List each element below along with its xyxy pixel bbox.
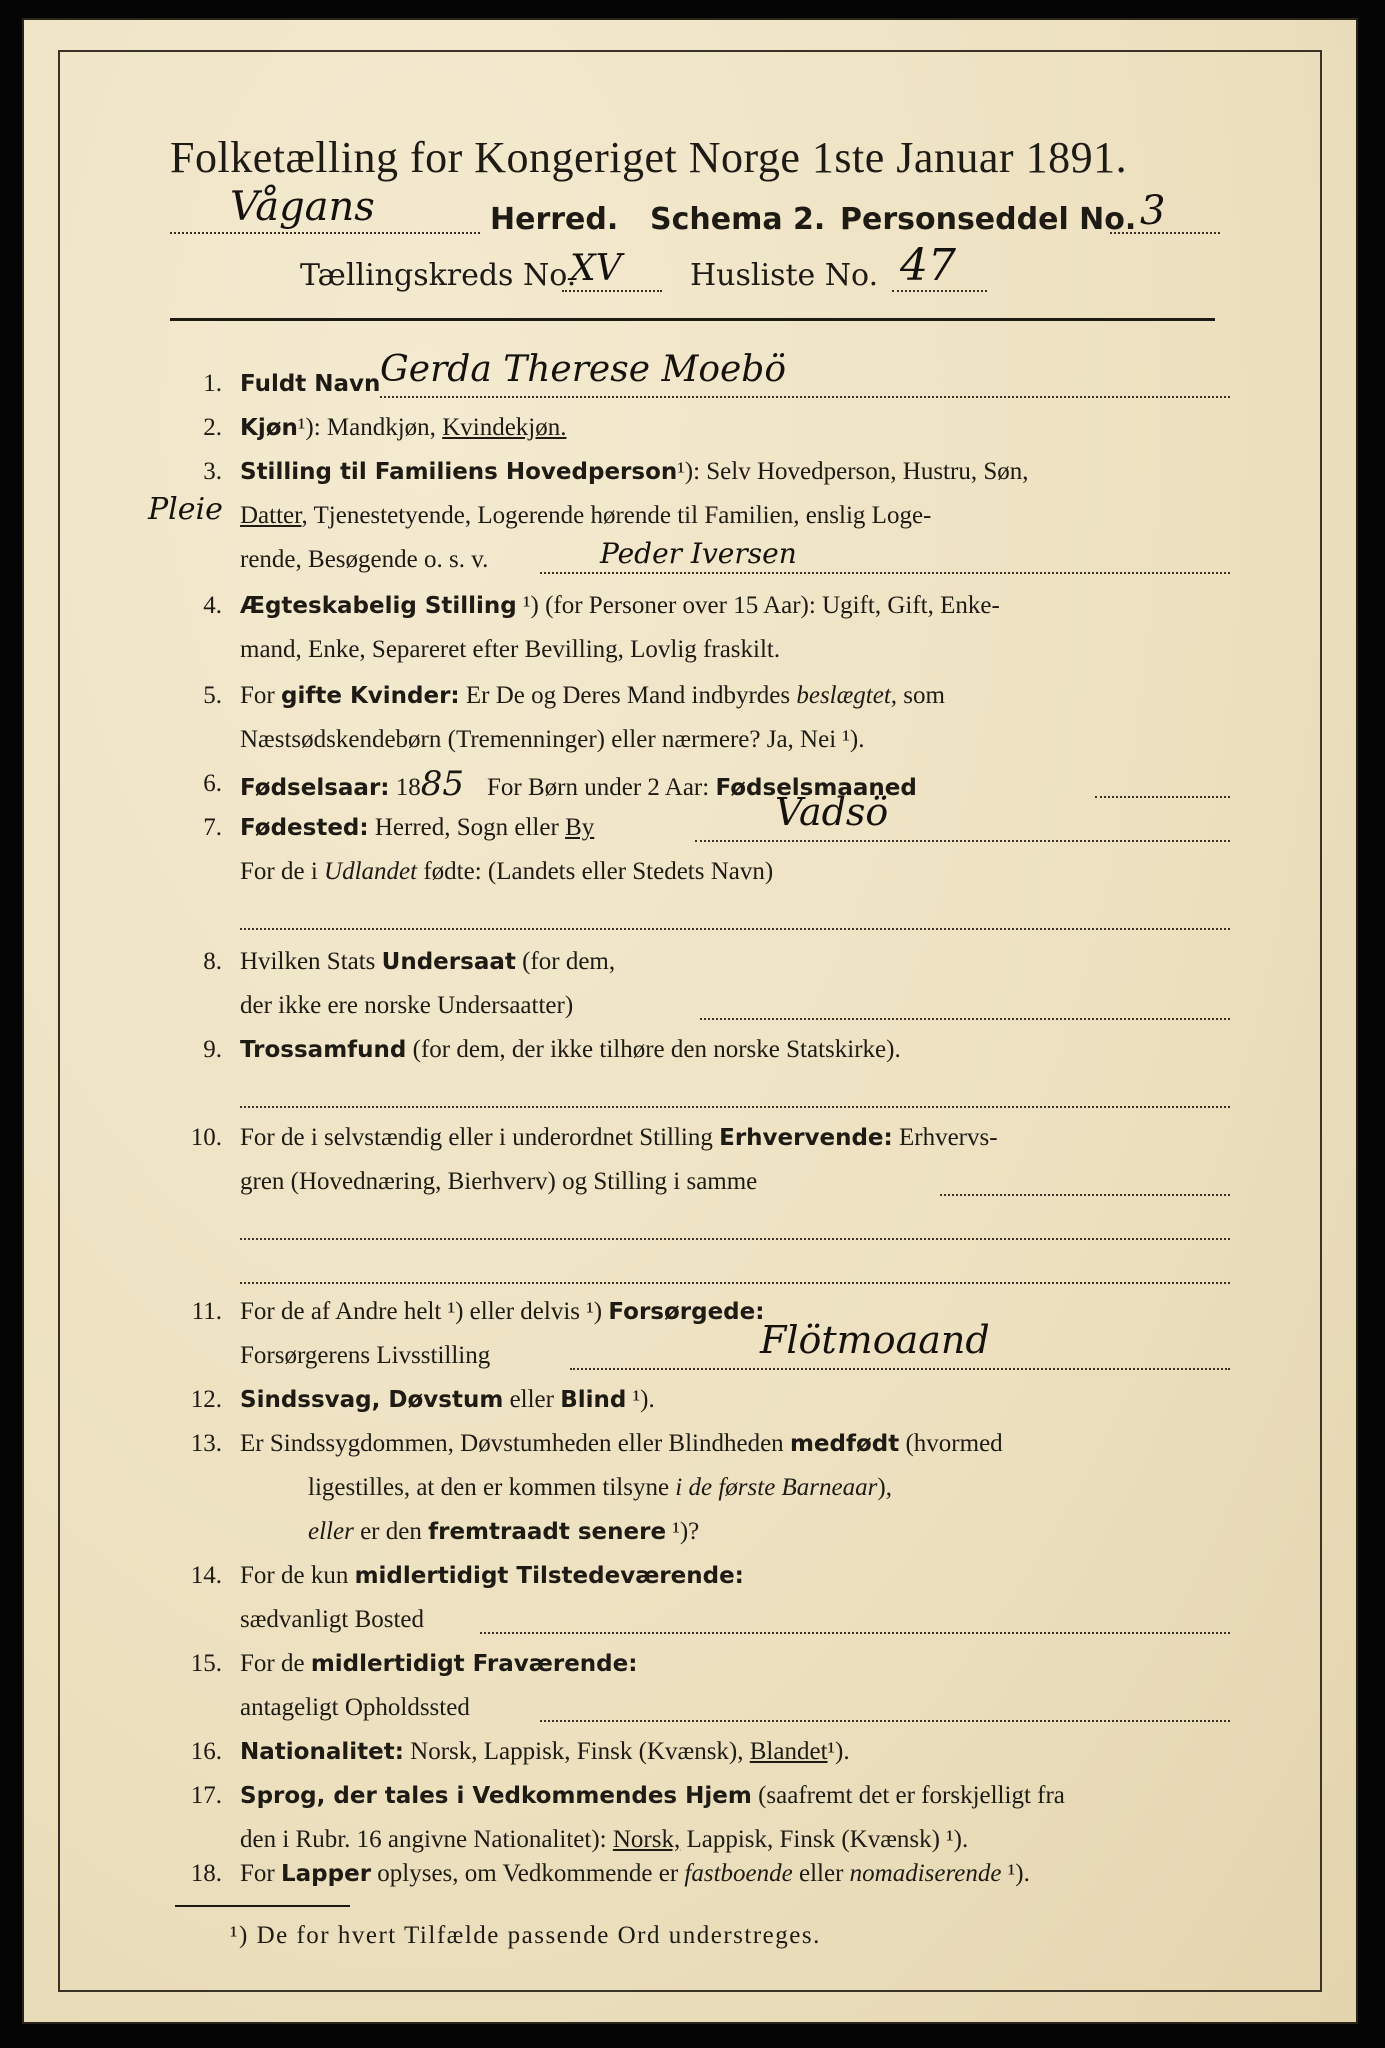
medfodt-label: medfødt [789, 1431, 900, 1457]
fastboende: fastboende [684, 1860, 793, 1887]
erhverv-text-end: Erhvervs- [892, 1124, 998, 1151]
trossamfund-label: Trossamfund [240, 1037, 407, 1063]
lapper-pre: For [240, 1860, 281, 1887]
lapper-end: ¹). [1001, 1860, 1030, 1887]
year-value: 85 [420, 764, 465, 804]
lapper-label: Lapper [280, 1861, 372, 1887]
nationalitet-options: Norsk, Lappisk, Finsk (Kvænsk), [403, 1738, 750, 1765]
item-number: 5. [203, 682, 222, 709]
opholdssted-text: antageligt Opholdssted [240, 1694, 470, 1721]
sprog-text-3: Lappisk, Finsk (Kvænsk) ¹). [680, 1826, 969, 1853]
sprog-text-2: den i Rubr. 16 angivne Nationalitet): [240, 1826, 613, 1853]
stilling-options-2: , Tjenestetyende, Logerende hørende til Familien, enslig Loge- [301, 502, 932, 529]
medfodt-end: (hvormed [899, 1430, 1003, 1457]
nationalitet-end: ¹). [827, 1738, 850, 1765]
gifte-text-it: beslægtet, [796, 682, 898, 709]
item-number: 11. [191, 1298, 222, 1325]
erhverv-text-2: gren (Hovednæring, Bierhverv) og Stilling i samme [240, 1168, 758, 1195]
forsorgede-label: Forsørgede: [608, 1299, 765, 1325]
item-number: 13. [190, 1430, 222, 1457]
gifte-label: gifte Kvinder: [280, 683, 460, 709]
kreds-label: Tællingskreds No. [300, 258, 577, 293]
aegteskab-text-2: mand, Enke, Separeret efter Bevilling, Lovlig fraskilt. [240, 636, 781, 663]
form-title: Folketælling for Kongeriget Norge 1ste Januar 1891. [170, 133, 1128, 182]
herred-handwritten: Vågans [230, 184, 375, 230]
undersaat-post: (for dem, [515, 948, 616, 975]
stilling-selected: Datter [240, 502, 302, 529]
sindssvag-label: Sindssvag, Døvstum [240, 1387, 504, 1413]
footnote: ¹) De for hvert Tilfælde passende Ord understreges. [230, 1922, 821, 1949]
bosted-text: sædvanligt Bosted [240, 1606, 425, 1633]
aegteskab-text-1: ¹) (for Personer over 15 Aar): Ugift, Gift, Enke- [516, 592, 1000, 619]
fodselsmaaned-label: Fødselsmaaned [715, 775, 917, 801]
fodselsaar-label: Fødselsaar: [240, 775, 390, 801]
header-line-kreds [300, 240, 1200, 304]
stilling-options-3: rende, Besøgende o. s. v. [240, 546, 489, 573]
aegteskab-label: Ægteskabelig Stilling [240, 593, 517, 619]
eller-it: eller [308, 1518, 354, 1545]
senere-post: ¹)? [666, 1518, 700, 1545]
personseddel-label: Personseddel No. [840, 202, 1137, 237]
item-number: 18. [190, 1860, 222, 1887]
fodested-selected: By [565, 814, 595, 841]
gifte-text-1: Er De og Deres Mand indbyrdes [459, 682, 797, 709]
sprog-selected: Norsk, [612, 1826, 681, 1853]
kreds-number: XV [570, 248, 622, 289]
nationalitet-label: Nationalitet: [240, 1739, 404, 1765]
gifte-pre: For [240, 682, 281, 709]
forsorger-text: Forsørgerens Livsstilling [240, 1342, 491, 1369]
margin-note-handwritten: Pleie [148, 492, 223, 527]
sprog-label: Sprog, der tales i Vedkommendes Hjem [240, 1783, 752, 1809]
schema-label: Schema 2. [650, 202, 826, 237]
erhverv-label: Erhvervende: [719, 1125, 893, 1151]
item-number: 15. [190, 1650, 222, 1677]
header-rule [170, 318, 1215, 321]
full-name-value: Gerda Therese Moebö [380, 349, 787, 390]
stilling-options-1: ¹): Selv Hovedperson, Hustru, Søn, [677, 458, 1029, 485]
item-number: 10. [190, 1124, 222, 1151]
item-number: 1. [203, 370, 222, 397]
nationalitet-selected: Blandet [749, 1738, 828, 1765]
tilstede-label: midlertidigt Tilstedeværende: [354, 1563, 744, 1589]
item-number: 14. [190, 1562, 222, 1589]
tilsyne-pre: ligestilles, at den er kommen tilsyne [308, 1474, 676, 1501]
gifte-text-2: Næstsødskendebørn (Tremenninger) eller nærmere? Ja, Nei ¹). [240, 726, 865, 753]
item-number: 7. [203, 814, 222, 841]
item-number: 4. [203, 592, 222, 619]
undersaat-text-2: der ikke ere norske Undersaatter) [240, 992, 574, 1019]
item-number: 17. [190, 1782, 222, 1809]
header-line-herred [170, 184, 1240, 248]
personseddel-number: 3 [1140, 188, 1166, 234]
udland-pre: For de i [240, 858, 325, 885]
fodselsaar-text: For Børn under 2 Aar: [480, 774, 716, 801]
trossamfund-text: (for dem, der ikke tilhøre den norske Statskirke). [406, 1036, 901, 1063]
sindssvag-end: ¹). [626, 1386, 655, 1413]
footnote-rule [175, 1905, 350, 1907]
item-number: 2. [203, 414, 222, 441]
udland-it: Udlandet [324, 858, 418, 885]
herred-label: Herred. [490, 202, 619, 237]
tilsyne-it: i de første Barneaar [675, 1474, 878, 1501]
sprog-text-1: (saafremt det er forskjelligt fra [751, 1782, 1065, 1809]
sindssvag-text: eller [503, 1386, 561, 1413]
item-number: 9. [203, 1036, 222, 1063]
fodested-value: Vadsö [775, 790, 889, 834]
blind-label: Blind [560, 1387, 627, 1413]
lapper-mid: oplyses, om Vedkommende er [371, 1860, 685, 1887]
year-prefix: 18 [389, 774, 421, 801]
kjon-selected: Kvindekjøn. [442, 414, 567, 441]
udland-post: fødte: (Landets eller Stedets Navn) [417, 858, 774, 885]
medfodt-text: Er Sindssygdommen, Døvstumheden eller Blindheden [240, 1430, 790, 1457]
tilstede-pre: For de kun [240, 1562, 355, 1589]
forsorger-value: Flötmoaand [760, 1318, 990, 1362]
item-number: 16. [190, 1738, 222, 1765]
fodested-text: Herred, Sogn eller [368, 814, 566, 841]
erhverv-text-1: For de i selvstændig eller i underordnet Stilling [240, 1124, 720, 1151]
stilling-value: Peder Iversen [600, 537, 797, 570]
senere-pre: er den [353, 1518, 429, 1545]
stilling-label: Stilling til Familiens Hovedperson [240, 459, 678, 485]
undersaat-label: Undersaat [381, 949, 516, 975]
husliste-label: Husliste No. [690, 258, 879, 293]
fuldt-navn-label: Fuldt Navn [240, 371, 381, 397]
husliste-number: 47 [900, 240, 956, 291]
kjon-label: Kjøn [240, 415, 298, 441]
fodested-label: Fødested: [240, 815, 369, 841]
senere-label: fremtraadt senere [428, 1519, 667, 1545]
undersaat-pre: Hvilken Stats [240, 948, 382, 975]
lapper-eller: eller [792, 1860, 850, 1887]
item-number: 8. [203, 948, 222, 975]
tilsyne-post: ), [877, 1474, 892, 1501]
forsorgede-text: For de af Andre helt ¹) eller delvis ¹) [240, 1298, 609, 1325]
item-number: 12. [190, 1386, 222, 1413]
item-number: 6. [203, 770, 222, 797]
fravaer-pre: For de [240, 1650, 311, 1677]
nomadiserende: nomadiserende [849, 1860, 1002, 1887]
kjon-options: ¹): Mandkjøn, [297, 414, 443, 441]
gifte-text-end: som [897, 682, 945, 709]
fravaer-label: midlertidigt Fraværende: [310, 1651, 638, 1677]
item-number: 3. [203, 458, 222, 485]
